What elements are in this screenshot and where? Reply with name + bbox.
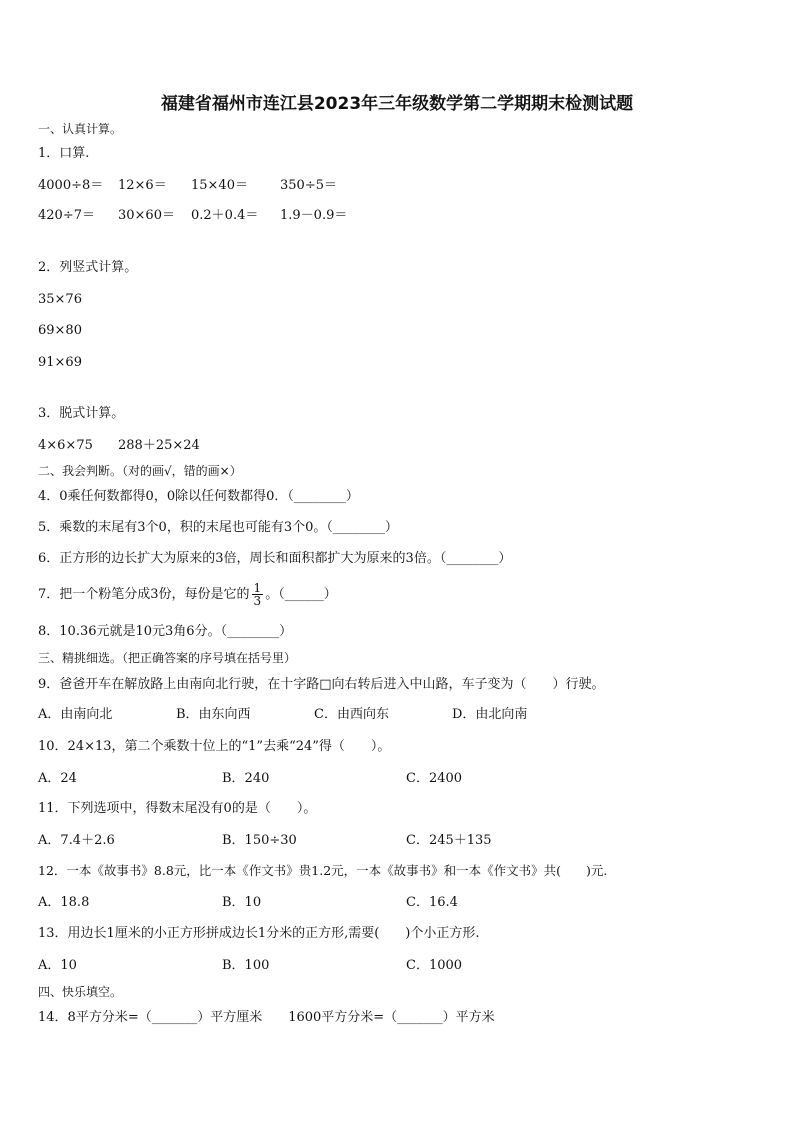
section-3-heading: 三、精挑细选。（把正确答案的序号填在括号里）: [38, 651, 297, 665]
q2-label: 2．列竖式计算。: [38, 260, 138, 275]
q13-stem: 13．用边长1厘米的小正方形拼成边长1分米的正方形,需要( )个小正方形.: [38, 926, 480, 941]
q2-item: 69×80: [38, 323, 82, 338]
q6: 6．正方形的边长扩大为原来的3倍，周长和面积都扩大为原来的3倍。（________）: [38, 551, 512, 566]
q11-option: C．245＋135: [406, 833, 492, 848]
q1-item: 350÷5＝: [280, 178, 337, 193]
q3-item: 4×6×75: [38, 438, 93, 453]
q12-option: B．10: [222, 895, 262, 910]
q9-option: D．由北向南: [452, 707, 528, 722]
q2-item: 35×76: [38, 292, 82, 307]
fraction-numerator: 1: [253, 581, 262, 595]
q13-option: A．10: [38, 958, 77, 973]
q1-item: 1.9－0.9＝: [280, 208, 348, 223]
q9-stem: 9．爸爸开车在解放路上由南向北行驶，在十字路□向右转后进入中山路，车子变为（ ）行驶。: [38, 677, 605, 692]
q14: 14．8平方分米=（_______）平方厘米 1600平方分米=（_______）平方米: [38, 1010, 495, 1025]
q12-stem: 12．一本《故事书》8.8元，比一本《作文书》贵1.2元，一本《故事书》和一本《作文书》共( )元.: [38, 863, 608, 878]
q13-option: B．100: [222, 958, 270, 973]
q1-item: 15×40＝: [191, 178, 248, 193]
fraction: [252, 582, 264, 607]
q5: 5．乘数的末尾有3个0，积的末尾也可能有3个0。（________）: [38, 520, 398, 535]
q10-option: B．240: [222, 771, 270, 786]
q9-option: B．由东向西: [176, 707, 251, 722]
fraction-denominator: 3: [253, 594, 262, 608]
q1-label: 1．口算.: [38, 146, 90, 161]
q7: [38, 580, 337, 610]
q10-option: C．2400: [406, 771, 463, 786]
q3-item: 288＋25×24: [118, 438, 200, 453]
q2-item: 91×69: [38, 355, 82, 370]
section-4-heading: 四、快乐填空。: [38, 985, 123, 999]
section-1-heading: 一、认真计算。: [38, 122, 123, 136]
q3-label: 3．脱式计算。: [38, 406, 125, 421]
page-title: 福建省福州市连江县2023年三年级数学第二学期期末检测试题: [160, 94, 634, 114]
q9-option: A．由南向北: [38, 707, 113, 722]
q4: 4．0乘任何数都得0，0除以任何数都得0．（________）: [38, 489, 359, 504]
q11-option: A．7.4＋2.6: [38, 833, 115, 848]
q11-option: B．150÷30: [222, 833, 297, 848]
q12-option: C．16.4: [406, 895, 458, 910]
q10-option: A．24: [38, 771, 77, 786]
q7-text: 7．把一个粉笔分成3份，每份是它的: [38, 587, 250, 602]
q8: 8．10.36元就是10元3角6分。（________）: [38, 624, 293, 639]
q1-item: 420÷7＝: [38, 208, 95, 223]
q9-option: C．由西向东: [314, 707, 389, 722]
q1-item: 30×60＝: [118, 208, 175, 223]
q7-blank: 。（______）: [265, 587, 337, 602]
q1-item: 4000÷8＝: [38, 178, 104, 193]
q1-item: 12×6＝: [118, 178, 167, 193]
q12-option: A．18.8: [38, 895, 90, 910]
q1-item: 0.2＋0.4＝: [191, 208, 259, 223]
section-2-heading: 二、我会判断。（对的画√，错的画×）: [38, 464, 242, 478]
q11-stem: 11．下列选项中，得数末尾没有0的是（ ）。: [38, 801, 317, 816]
q10-stem: 10．24×13，第二个乘数十位上的“1”去乘“24”得（ ）。: [38, 739, 391, 754]
q13-option: C．1000: [406, 958, 463, 973]
